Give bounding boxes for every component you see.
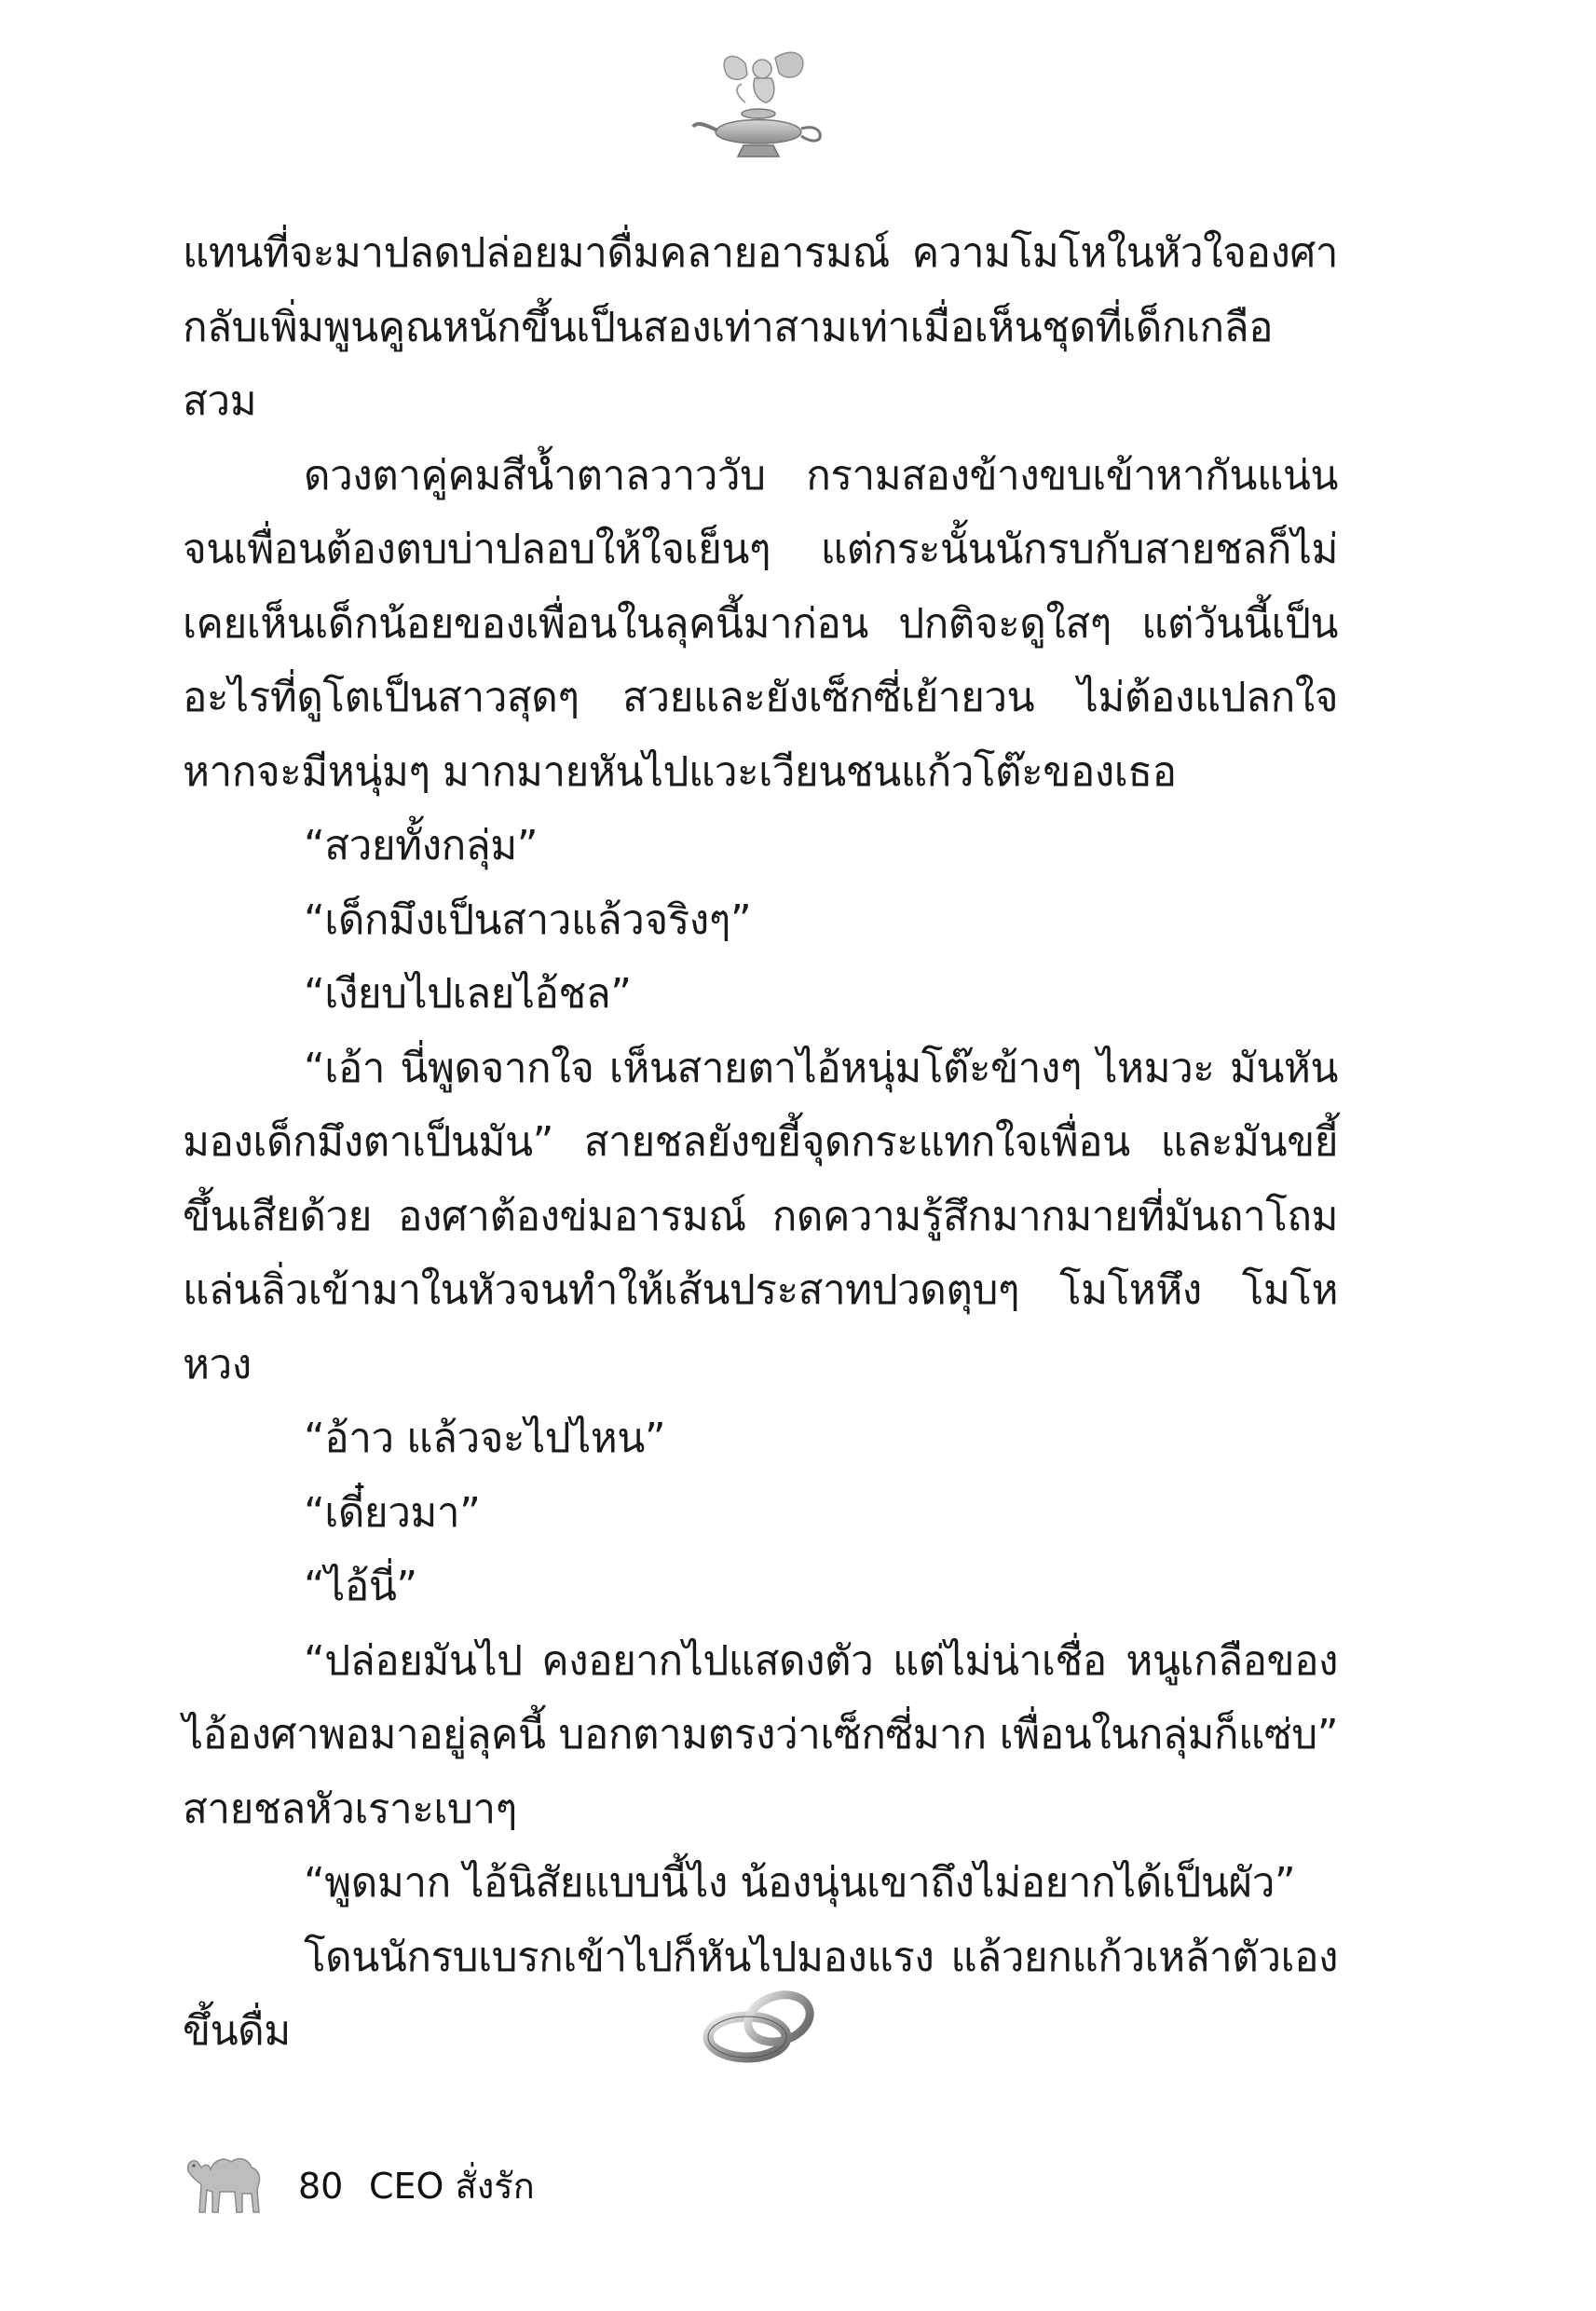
paragraph-5: “เงียบไปเลยไอ้ชล” xyxy=(304,970,632,1018)
page-footer xyxy=(183,2143,835,2227)
paragraph-11: “พูดมาก ไอ้นิสัยแบบนี้ไง น้องนุ่นเขาถึงไม่อยากได้เป็นผัว” xyxy=(304,1859,1296,1907)
paragraph-7: “อ้าว แล้วจะไปไหน” xyxy=(304,1415,666,1462)
paragraph-10: “ปล่อยมันไป คงอยากไปแสดงตัว แต่ไม่น่าเชื่อ หนูเกลือของไอ้องศาพอมาอยู่ลุคนี้ บอกตามตรงว่าเซ็กซี่มาก เพื่อนในกลุ่มก็แซ่บ” สายชลหัวเราะเบาๆ xyxy=(183,1636,1338,1833)
book-title: CEO สั่งรัก xyxy=(369,2166,535,2207)
paragraph-12: โดนนักรบเบรกเข้าไปก็หันไปมองแรง แล้วยกแก้วเหล้าตัวเองขึ้นดื่ม xyxy=(183,1933,1338,2055)
paragraph-6: “เอ้า นี่พูดจากใจ เห็นสายตาไอ้หนุ่มโต๊ะข้างๆ ไหมวะ มันหันมองเด็กมึงตาเป็นมัน” สายชลยังขยี้จุดกระแทกใจเพื่อน และมันขยี้ขึ้นเสียด้วย องศาต้องข่มอารมณ์ กดความรู้สึกมากมายที่มันถาโถมแล่นลิ่วเข้ามาในหัวจนทำให้เส้นประสาทปวดตุบๆ โมโหหึง โมโหหวง xyxy=(183,1044,1338,1388)
page-number: 80 xyxy=(298,2166,344,2207)
camel-icon xyxy=(183,2143,271,2218)
paragraph-9: “ไอ้นี่” xyxy=(304,1563,417,1610)
body-text xyxy=(183,216,1338,2069)
paragraph-1: แทนที่จะมาปลดปล่อยมาดื่มคลายอารมณ์ ความโมโหในหัวใจองศากลับเพิ่มพูนคูณหนักขึ้นเป็นสองเท่าสามเท่าเมื่อเห็นชุดที่เด็กเกลือสวม xyxy=(183,229,1338,425)
paragraph-3: “สวยทั้งกลุ่ม” xyxy=(304,822,539,869)
paragraph-8: “เดี๋ยวมา” xyxy=(304,1488,481,1537)
paragraph-4: “เด็กมึงเป็นสาวแล้วจริงๆ” xyxy=(304,896,752,944)
genie-lamp-cupid-icon xyxy=(689,47,829,168)
paragraph-2: ดวงตาคู่คมสีน้ำตาลวาววับ กรามสองข้างขบเข้าหากันแน่นจนเพื่อนต้องตบบ่าปลอบให้ใจเย็นๆ แต่กระนั้นนักรบกับสายชลก็ไม่เคยเห็นเด็กน้อยของเพื่อนในลุคนี้มาก่อน ปกติจะดูใสๆ แต่วันนี้เป็นอะไรที่ดูโตเป็นสาวสุดๆ สวยและยังเซ็กซี่เย้ายวน ไม่ต้องแปลกใจหากจะมีหนุ่มๆ มากมายหันไปแวะเวียนชนแก้วโต๊ะของเธอ xyxy=(183,451,1338,796)
wedding-rings-icon xyxy=(689,1985,829,2069)
